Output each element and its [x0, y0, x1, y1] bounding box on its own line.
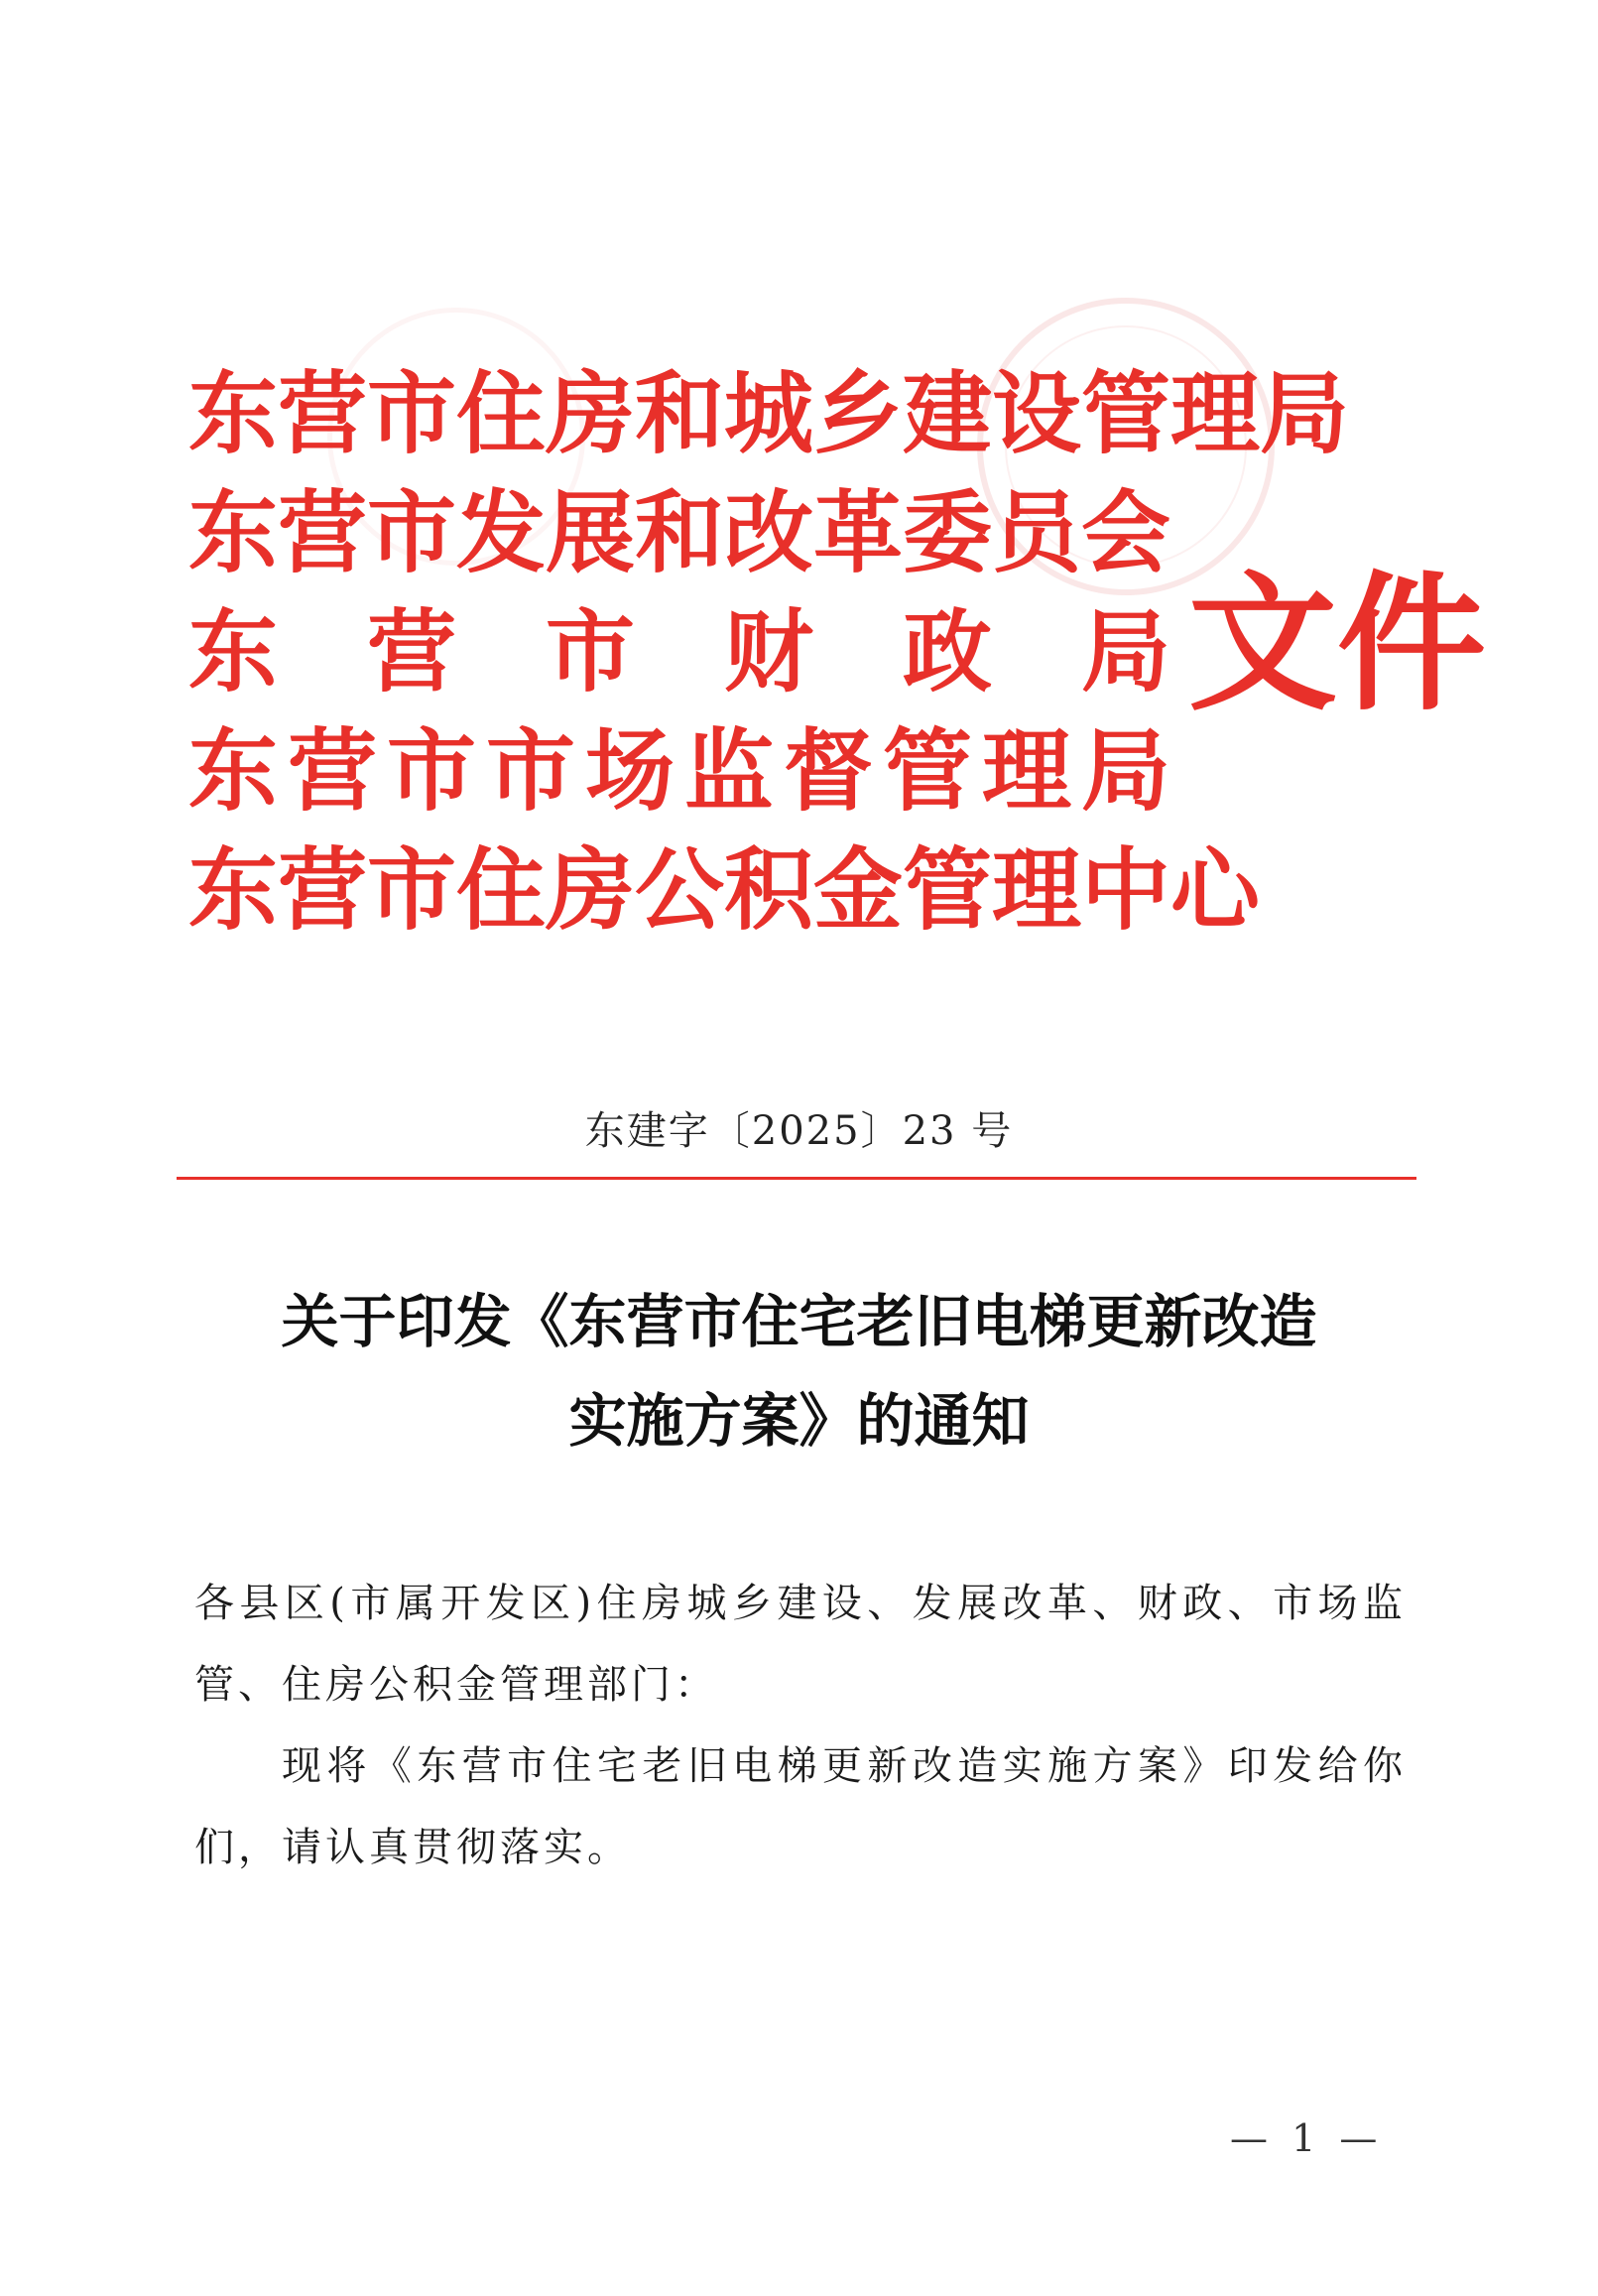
issuing-org-4: 东营市市场监督管理局 — [188, 719, 1170, 824]
page-number: — 1 — — [1230, 2116, 1384, 2160]
document-title — [0, 1272, 1598, 1470]
issuing-org-5: 东营市住房公积金管理中心 — [188, 838, 1260, 943]
content-paragraph: 现将《东营市住宅老旧电梯更新改造实施方案》印发给你们，请认真贯彻落实。 — [194, 1743, 1407, 1870]
title-line-1: 关于印发《东营市住宅老旧电梯更新改造 — [281, 1288, 1317, 1355]
recipients-paragraph: 各县区(市属开发区)住房城乡建设、发展改革、财政、市场监管、住房公积金管理部门： — [194, 1581, 1407, 1708]
red-separator-line — [177, 1177, 1416, 1180]
document-number: 东建字〔2025〕23 号 — [584, 1108, 1014, 1154]
document-label: 文件 — [1188, 559, 1487, 731]
issuing-org-1: 东营市住房和城乡建设管理局 — [188, 362, 1349, 466]
document-body — [194, 1563, 1407, 1888]
issuing-org-2: 东营市发展和改革委员会 — [188, 481, 1170, 585]
issuing-org-3: 东 营 市 财 政 局 — [188, 600, 1170, 704]
title-line-2: 实施方案》的通知 — [568, 1387, 1030, 1455]
